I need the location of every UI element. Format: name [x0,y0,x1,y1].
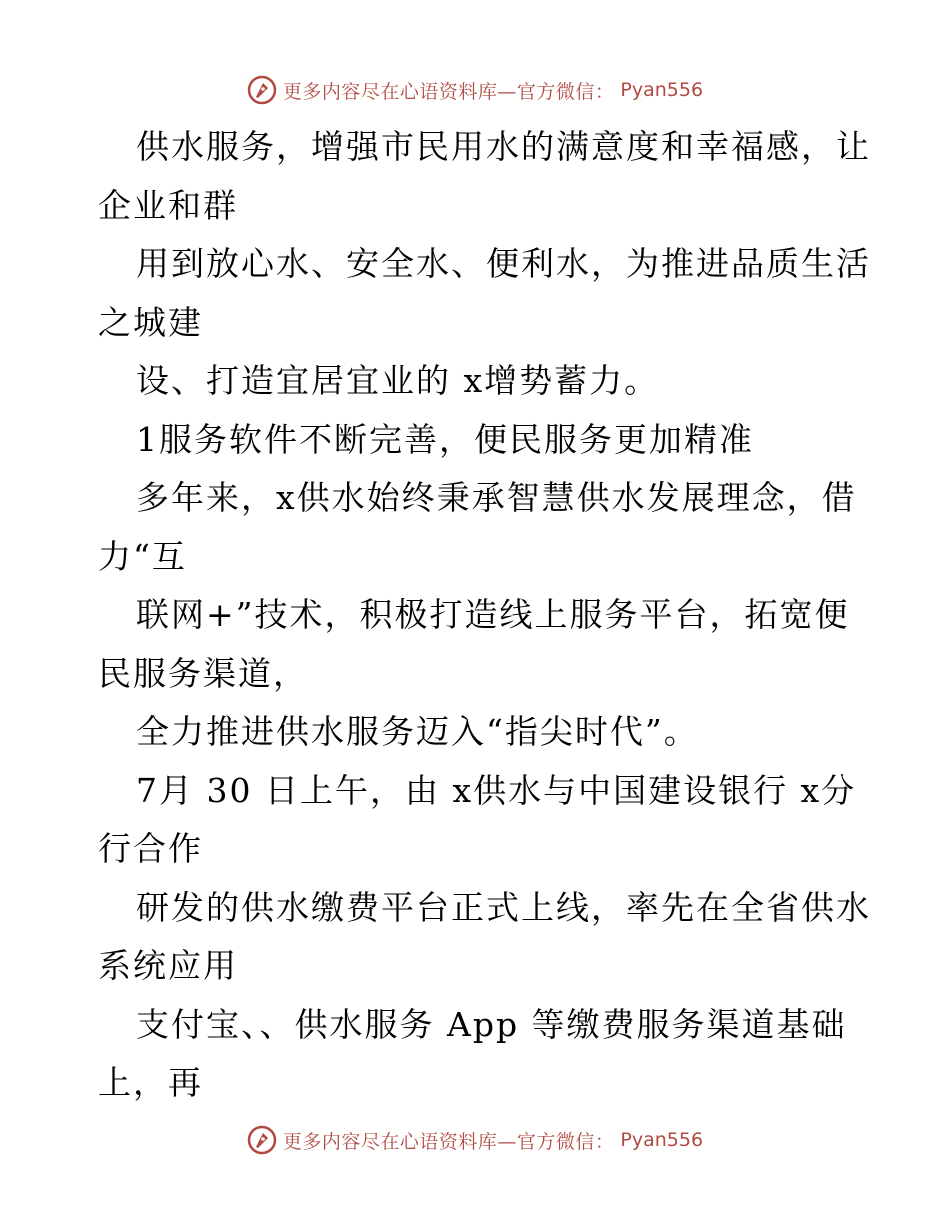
body-line: 民服务渠道， [98,653,308,693]
body-line: 7月 30 日上午，由 x供水与中国建设银行 x分 [136,770,857,810]
body-line: 力“互 [98,536,187,576]
body-line: 研发的供水缴费平台正式上线，率先在全省供水 [136,887,871,927]
section-heading: 1服务软件不断完善，便民服务更加精准 [136,419,754,459]
header-banner-text: 更多内容尽在心语资料库—官方微信： [282,80,615,103]
footer-banner-text: 更多内容尽在心语资料库—官方微信： [282,1130,615,1153]
footer-banner-wechat-id: Pyan556 [620,1129,704,1151]
body-line: 设、打造宜居宜业的 x增势蓄力。 [136,361,660,400]
body-line: 联网+”技术，积极打造线上服务平台，拓宽便 [136,595,850,634]
footer-banner [0,1122,950,1158]
body-line: 行合作 [98,829,203,868]
body-line: 之城建 [98,302,203,342]
body-line: 用到放心水、安全水、便利水，为推进品质生活 [136,244,871,283]
body-line: 多年来，x供水始终秉承智慧供水发展理念，借 [136,478,857,517]
pen-nib-logo-icon [247,75,277,105]
body-line: 上，再 [98,1063,203,1102]
pen-nib-logo-icon [247,1125,277,1155]
body-line: 供水服务，增强市民用水的满意度和幸福感，让 [136,127,871,166]
body-line: 系统应用 [98,946,238,985]
header-banner [0,72,950,108]
body-line: 全力推进供水服务迈入“指尖时代”。 [136,712,699,751]
header-banner-wechat-id: Pyan556 [620,79,704,101]
document-body [98,118,871,1113]
body-line: 企业和群 [98,185,238,225]
body-line: 支付宝、、供水服务 App 等缴费服务渠道基础 [136,1004,847,1044]
